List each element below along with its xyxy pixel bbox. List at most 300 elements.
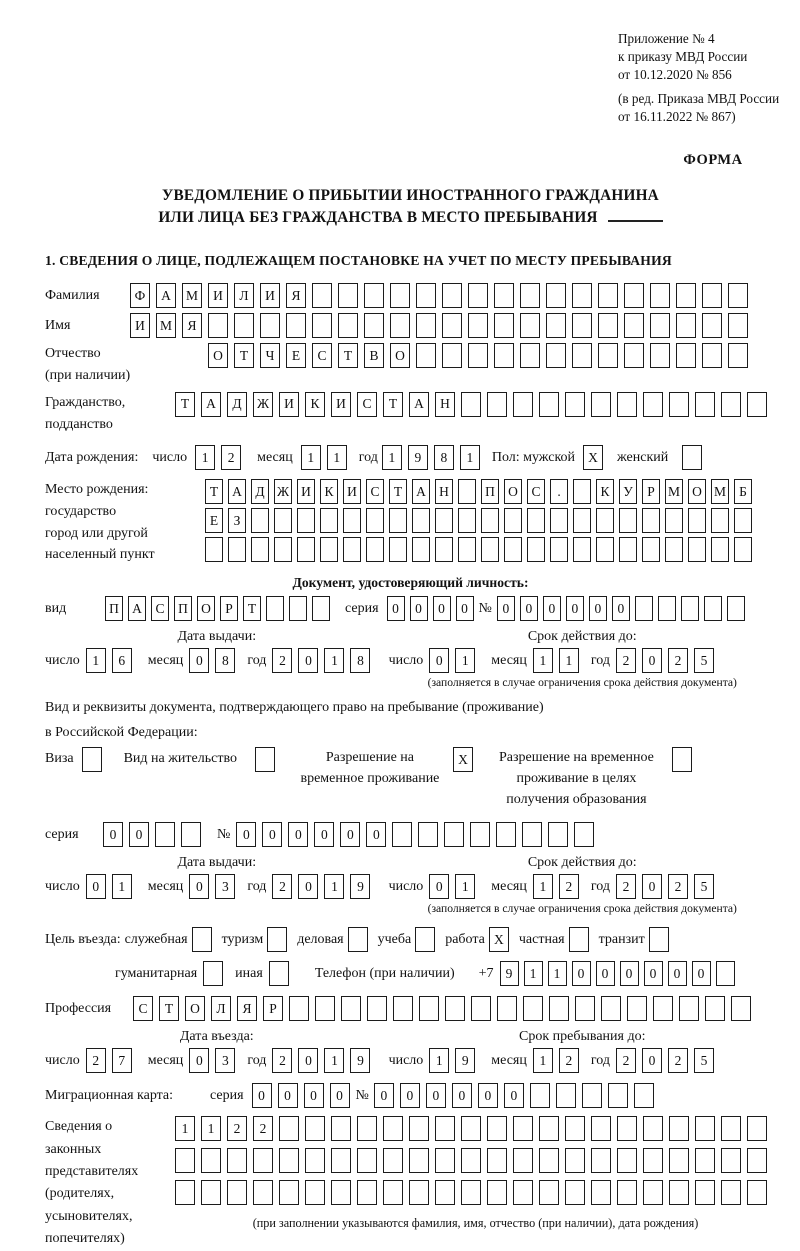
form-cell[interactable] bbox=[539, 1116, 559, 1141]
form-cell[interactable] bbox=[658, 596, 676, 621]
form-cell[interactable]: 2 bbox=[272, 1048, 292, 1073]
form-cell[interactable]: Д bbox=[251, 479, 269, 504]
form-cell[interactable]: 0 bbox=[314, 822, 334, 847]
form-cell[interactable] bbox=[728, 313, 748, 338]
form-cell[interactable] bbox=[669, 1180, 689, 1205]
form-cell[interactable] bbox=[520, 343, 540, 368]
form-cell[interactable] bbox=[598, 313, 618, 338]
form-cell[interactable]: 0 bbox=[572, 961, 591, 986]
form-cell[interactable] bbox=[461, 1180, 481, 1205]
form-cell[interactable] bbox=[734, 537, 752, 562]
form-cell[interactable] bbox=[458, 537, 476, 562]
form-cell[interactable]: О bbox=[197, 596, 215, 621]
form-cell[interactable] bbox=[155, 822, 175, 847]
form-cell[interactable] bbox=[721, 1148, 741, 1173]
form-cell[interactable] bbox=[442, 283, 462, 308]
form-cell[interactable]: В bbox=[364, 343, 384, 368]
form-cell[interactable] bbox=[305, 1180, 325, 1205]
form-cell[interactable] bbox=[289, 596, 307, 621]
form-cell[interactable]: С bbox=[133, 996, 153, 1021]
form-cell[interactable] bbox=[711, 508, 729, 533]
form-cell[interactable]: 1 bbox=[301, 445, 321, 470]
form-cell[interactable]: Я bbox=[182, 313, 202, 338]
form-cell[interactable] bbox=[435, 537, 453, 562]
form-cell[interactable] bbox=[665, 537, 683, 562]
form-cell[interactable] bbox=[572, 283, 592, 308]
form-cell[interactable]: А bbox=[156, 283, 176, 308]
form-cell[interactable] bbox=[253, 1180, 273, 1205]
form-cell[interactable] bbox=[279, 1148, 299, 1173]
form-cell[interactable]: 2 bbox=[221, 445, 241, 470]
form-cell[interactable] bbox=[565, 392, 585, 417]
form-cell[interactable] bbox=[591, 1148, 611, 1173]
form-cell[interactable]: Т bbox=[243, 596, 261, 621]
form-cell[interactable] bbox=[520, 283, 540, 308]
form-cell[interactable] bbox=[393, 996, 413, 1021]
form-cell[interactable]: О bbox=[185, 996, 205, 1021]
form-cell[interactable] bbox=[565, 1148, 585, 1173]
form-cell[interactable]: 0 bbox=[620, 961, 639, 986]
form-cell[interactable]: 0 bbox=[304, 1083, 324, 1108]
form-cell[interactable]: 1 bbox=[327, 445, 347, 470]
form-cell[interactable] bbox=[320, 508, 338, 533]
form-cell[interactable]: 8 bbox=[350, 648, 370, 673]
form-cell[interactable] bbox=[487, 1148, 507, 1173]
form-cell[interactable] bbox=[734, 508, 752, 533]
form-cell[interactable] bbox=[366, 508, 384, 533]
form-cell[interactable] bbox=[409, 1148, 429, 1173]
form-cell[interactable] bbox=[527, 508, 545, 533]
form-cell[interactable]: 0 bbox=[129, 822, 149, 847]
form-cell[interactable] bbox=[496, 822, 516, 847]
form-cell[interactable]: О bbox=[390, 343, 410, 368]
form-cell[interactable] bbox=[181, 822, 201, 847]
form-cell[interactable] bbox=[297, 508, 315, 533]
form-cell[interactable] bbox=[367, 996, 387, 1021]
form-cell[interactable] bbox=[669, 1148, 689, 1173]
form-cell[interactable]: О bbox=[208, 343, 228, 368]
form-cell[interactable] bbox=[643, 1180, 663, 1205]
form-cell[interactable] bbox=[624, 343, 644, 368]
form-cell[interactable] bbox=[312, 596, 330, 621]
form-cell[interactable] bbox=[591, 1116, 611, 1141]
form-cell[interactable] bbox=[688, 537, 706, 562]
form-cell[interactable]: А bbox=[409, 392, 429, 417]
form-cell[interactable] bbox=[627, 996, 647, 1021]
form-cell[interactable]: 0 bbox=[692, 961, 711, 986]
form-cell[interactable]: И bbox=[297, 479, 315, 504]
form-cell[interactable]: 0 bbox=[410, 596, 428, 621]
form-cell[interactable] bbox=[389, 537, 407, 562]
residence-permit-checkbox[interactable] bbox=[255, 747, 275, 772]
form-cell[interactable] bbox=[572, 313, 592, 338]
form-cell[interactable] bbox=[201, 1148, 221, 1173]
form-cell[interactable]: К bbox=[320, 479, 338, 504]
form-cell[interactable]: 1 bbox=[324, 874, 344, 899]
form-cell[interactable]: А bbox=[228, 479, 246, 504]
form-cell[interactable]: Н bbox=[435, 479, 453, 504]
form-cell[interactable] bbox=[341, 996, 361, 1021]
form-cell[interactable] bbox=[444, 822, 464, 847]
form-cell[interactable] bbox=[175, 1180, 195, 1205]
form-cell[interactable] bbox=[416, 313, 436, 338]
form-cell[interactable] bbox=[357, 1148, 377, 1173]
form-cell[interactable]: А bbox=[201, 392, 221, 417]
sex-male-checkbox[interactable]: X bbox=[583, 445, 603, 470]
form-cell[interactable] bbox=[366, 537, 384, 562]
form-cell[interactable] bbox=[279, 1180, 299, 1205]
form-cell[interactable] bbox=[721, 1116, 741, 1141]
form-cell[interactable] bbox=[688, 508, 706, 533]
form-cell[interactable] bbox=[389, 508, 407, 533]
form-cell[interactable]: Я bbox=[237, 996, 257, 1021]
form-cell[interactable] bbox=[596, 508, 614, 533]
form-cell[interactable] bbox=[574, 822, 594, 847]
form-cell[interactable]: 0 bbox=[478, 1083, 498, 1108]
form-cell[interactable]: 9 bbox=[500, 961, 519, 986]
form-cell[interactable]: 2 bbox=[668, 648, 688, 673]
form-cell[interactable] bbox=[260, 313, 280, 338]
form-cell[interactable]: Ф bbox=[130, 283, 150, 308]
form-cell[interactable] bbox=[458, 508, 476, 533]
form-cell[interactable] bbox=[679, 996, 699, 1021]
form-cell[interactable] bbox=[205, 537, 223, 562]
form-cell[interactable]: . bbox=[550, 479, 568, 504]
form-cell[interactable] bbox=[643, 1148, 663, 1173]
form-cell[interactable]: 0 bbox=[589, 596, 607, 621]
form-cell[interactable] bbox=[731, 996, 751, 1021]
form-cell[interactable]: М bbox=[711, 479, 729, 504]
form-cell[interactable]: 0 bbox=[642, 1048, 662, 1073]
form-cell[interactable]: 9 bbox=[408, 445, 428, 470]
form-cell[interactable] bbox=[721, 392, 741, 417]
form-cell[interactable]: 0 bbox=[612, 596, 630, 621]
form-cell[interactable]: Т bbox=[383, 392, 403, 417]
form-cell[interactable] bbox=[669, 1116, 689, 1141]
form-cell[interactable] bbox=[747, 1116, 767, 1141]
form-cell[interactable] bbox=[513, 1180, 533, 1205]
form-cell[interactable]: 0 bbox=[189, 648, 209, 673]
form-cell[interactable]: Р bbox=[220, 596, 238, 621]
form-cell[interactable]: 1 bbox=[460, 445, 480, 470]
form-cell[interactable] bbox=[513, 392, 533, 417]
form-cell[interactable]: К bbox=[596, 479, 614, 504]
form-cell[interactable]: 0 bbox=[456, 596, 474, 621]
form-cell[interactable]: У bbox=[619, 479, 637, 504]
form-cell[interactable]: С bbox=[151, 596, 169, 621]
form-cell[interactable] bbox=[549, 996, 569, 1021]
form-cell[interactable]: С bbox=[312, 343, 332, 368]
form-cell[interactable]: 2 bbox=[559, 1048, 579, 1073]
form-cell[interactable] bbox=[669, 392, 689, 417]
form-cell[interactable]: 1 bbox=[382, 445, 402, 470]
form-cell[interactable] bbox=[442, 313, 462, 338]
form-cell[interactable]: 6 bbox=[112, 648, 132, 673]
form-cell[interactable]: 0 bbox=[103, 822, 123, 847]
form-cell[interactable] bbox=[591, 392, 611, 417]
form-cell[interactable] bbox=[487, 1116, 507, 1141]
form-cell[interactable]: 0 bbox=[452, 1083, 472, 1108]
form-cell[interactable] bbox=[338, 283, 358, 308]
form-cell[interactable] bbox=[642, 508, 660, 533]
form-cell[interactable] bbox=[653, 996, 673, 1021]
form-cell[interactable] bbox=[681, 596, 699, 621]
form-cell[interactable] bbox=[357, 1180, 377, 1205]
form-cell[interactable]: 0 bbox=[504, 1083, 524, 1108]
form-cell[interactable] bbox=[617, 1148, 637, 1173]
form-cell[interactable]: И bbox=[130, 313, 150, 338]
form-cell[interactable]: Б bbox=[734, 479, 752, 504]
form-cell[interactable]: 0 bbox=[298, 648, 318, 673]
form-cell[interactable] bbox=[572, 343, 592, 368]
form-cell[interactable]: М bbox=[156, 313, 176, 338]
form-cell[interactable]: 0 bbox=[543, 596, 561, 621]
form-cell[interactable] bbox=[297, 537, 315, 562]
form-cell[interactable] bbox=[251, 508, 269, 533]
form-cell[interactable] bbox=[364, 313, 384, 338]
form-cell[interactable] bbox=[392, 822, 412, 847]
form-cell[interactable]: П bbox=[105, 596, 123, 621]
form-cell[interactable] bbox=[481, 537, 499, 562]
form-cell[interactable] bbox=[676, 313, 696, 338]
form-cell[interactable] bbox=[487, 1180, 507, 1205]
form-cell[interactable] bbox=[312, 283, 332, 308]
form-cell[interactable] bbox=[598, 283, 618, 308]
form-cell[interactable]: 5 bbox=[694, 1048, 714, 1073]
form-cell[interactable] bbox=[695, 1180, 715, 1205]
form-cell[interactable] bbox=[416, 343, 436, 368]
form-cell[interactable] bbox=[643, 392, 663, 417]
form-cell[interactable]: 0 bbox=[668, 961, 687, 986]
form-cell[interactable]: Т bbox=[338, 343, 358, 368]
form-cell[interactable] bbox=[390, 283, 410, 308]
form-cell[interactable]: С bbox=[357, 392, 377, 417]
form-cell[interactable]: 1 bbox=[324, 1048, 344, 1073]
form-cell[interactable] bbox=[608, 1083, 628, 1108]
form-cell[interactable]: 2 bbox=[668, 874, 688, 899]
form-cell[interactable] bbox=[705, 996, 725, 1021]
form-cell[interactable] bbox=[643, 1116, 663, 1141]
form-cell[interactable]: 0 bbox=[566, 596, 584, 621]
form-cell[interactable]: 0 bbox=[426, 1083, 446, 1108]
form-cell[interactable]: 1 bbox=[429, 1048, 449, 1073]
form-cell[interactable]: 1 bbox=[201, 1116, 221, 1141]
form-cell[interactable] bbox=[546, 283, 566, 308]
form-cell[interactable]: 3 bbox=[215, 874, 235, 899]
form-cell[interactable] bbox=[556, 1083, 576, 1108]
form-cell[interactable]: 1 bbox=[533, 1048, 553, 1073]
form-cell[interactable] bbox=[728, 283, 748, 308]
form-cell[interactable]: К bbox=[305, 392, 325, 417]
form-cell[interactable]: 8 bbox=[215, 648, 235, 673]
form-cell[interactable] bbox=[634, 1083, 654, 1108]
form-cell[interactable] bbox=[412, 508, 430, 533]
form-cell[interactable] bbox=[251, 537, 269, 562]
form-cell[interactable]: Т bbox=[234, 343, 254, 368]
form-cell[interactable] bbox=[527, 537, 545, 562]
form-cell[interactable] bbox=[565, 1116, 585, 1141]
form-cell[interactable]: И bbox=[343, 479, 361, 504]
form-cell[interactable]: И bbox=[208, 283, 228, 308]
form-cell[interactable] bbox=[418, 822, 438, 847]
form-cell[interactable] bbox=[624, 283, 644, 308]
form-cell[interactable]: 9 bbox=[350, 874, 370, 899]
form-cell[interactable] bbox=[416, 283, 436, 308]
form-cell[interactable]: 1 bbox=[455, 874, 475, 899]
form-cell[interactable]: 0 bbox=[252, 1083, 272, 1108]
form-cell[interactable] bbox=[435, 1148, 455, 1173]
form-cell[interactable]: Я bbox=[286, 283, 306, 308]
form-cell[interactable] bbox=[175, 1148, 195, 1173]
form-cell[interactable] bbox=[274, 508, 292, 533]
form-cell[interactable] bbox=[461, 1116, 481, 1141]
form-cell[interactable]: 5 bbox=[694, 874, 714, 899]
purpose-study-checkbox[interactable] bbox=[415, 927, 435, 952]
form-cell[interactable] bbox=[591, 1180, 611, 1205]
form-cell[interactable]: 8 bbox=[434, 445, 454, 470]
form-cell[interactable] bbox=[539, 1180, 559, 1205]
purpose-work-checkbox[interactable]: X bbox=[489, 927, 509, 952]
form-cell[interactable] bbox=[642, 537, 660, 562]
form-cell[interactable] bbox=[747, 392, 767, 417]
form-cell[interactable]: 0 bbox=[642, 648, 662, 673]
form-cell[interactable]: М bbox=[665, 479, 683, 504]
form-cell[interactable]: 2 bbox=[616, 874, 636, 899]
form-cell[interactable]: 1 bbox=[112, 874, 132, 899]
form-cell[interactable] bbox=[468, 283, 488, 308]
form-cell[interactable]: 0 bbox=[86, 874, 106, 899]
form-cell[interactable]: Ч bbox=[260, 343, 280, 368]
form-cell[interactable]: 2 bbox=[227, 1116, 247, 1141]
form-cell[interactable] bbox=[624, 313, 644, 338]
form-cell[interactable]: И bbox=[260, 283, 280, 308]
form-cell[interactable]: 1 bbox=[324, 648, 344, 673]
form-cell[interactable] bbox=[320, 537, 338, 562]
form-cell[interactable]: 0 bbox=[330, 1083, 350, 1108]
form-cell[interactable] bbox=[548, 822, 568, 847]
form-cell[interactable]: И bbox=[279, 392, 299, 417]
sex-female-checkbox[interactable] bbox=[682, 445, 702, 470]
form-cell[interactable]: 0 bbox=[400, 1083, 420, 1108]
form-cell[interactable] bbox=[228, 537, 246, 562]
form-cell[interactable]: Р bbox=[642, 479, 660, 504]
form-cell[interactable] bbox=[530, 1083, 550, 1108]
form-cell[interactable] bbox=[305, 1148, 325, 1173]
form-cell[interactable]: Е bbox=[205, 508, 223, 533]
form-cell[interactable]: П bbox=[481, 479, 499, 504]
form-cell[interactable]: Т bbox=[205, 479, 223, 504]
form-cell[interactable]: Л bbox=[234, 283, 254, 308]
form-cell[interactable]: 0 bbox=[433, 596, 451, 621]
form-cell[interactable] bbox=[504, 508, 522, 533]
form-cell[interactable] bbox=[390, 313, 410, 338]
form-cell[interactable]: 9 bbox=[455, 1048, 475, 1073]
form-cell[interactable]: 0 bbox=[387, 596, 405, 621]
form-cell[interactable] bbox=[716, 961, 735, 986]
form-cell[interactable] bbox=[471, 996, 491, 1021]
form-cell[interactable]: 2 bbox=[253, 1116, 273, 1141]
form-cell[interactable] bbox=[338, 313, 358, 338]
form-cell[interactable] bbox=[468, 313, 488, 338]
form-cell[interactable] bbox=[546, 313, 566, 338]
form-cell[interactable] bbox=[201, 1180, 221, 1205]
form-cell[interactable]: 1 bbox=[195, 445, 215, 470]
form-cell[interactable] bbox=[315, 996, 335, 1021]
form-cell[interactable]: 0 bbox=[298, 1048, 318, 1073]
form-cell[interactable] bbox=[458, 479, 476, 504]
form-cell[interactable]: Д bbox=[227, 392, 247, 417]
form-cell[interactable] bbox=[234, 313, 254, 338]
form-cell[interactable] bbox=[702, 343, 722, 368]
form-cell[interactable]: 2 bbox=[616, 648, 636, 673]
form-cell[interactable] bbox=[650, 283, 670, 308]
form-cell[interactable] bbox=[305, 1116, 325, 1141]
form-cell[interactable] bbox=[266, 596, 284, 621]
form-cell[interactable]: 3 bbox=[215, 1048, 235, 1073]
form-cell[interactable]: 2 bbox=[272, 648, 292, 673]
form-cell[interactable] bbox=[695, 1148, 715, 1173]
purpose-transit-checkbox[interactable] bbox=[649, 927, 669, 952]
form-cell[interactable] bbox=[435, 508, 453, 533]
form-cell[interactable]: 2 bbox=[668, 1048, 688, 1073]
form-cell[interactable]: О bbox=[504, 479, 522, 504]
form-cell[interactable] bbox=[383, 1116, 403, 1141]
form-cell[interactable]: Ж bbox=[274, 479, 292, 504]
form-cell[interactable]: 0 bbox=[520, 596, 538, 621]
form-cell[interactable] bbox=[412, 537, 430, 562]
form-cell[interactable] bbox=[523, 996, 543, 1021]
form-cell[interactable] bbox=[343, 508, 361, 533]
form-cell[interactable] bbox=[468, 343, 488, 368]
form-cell[interactable] bbox=[635, 596, 653, 621]
form-cell[interactable] bbox=[702, 283, 722, 308]
form-cell[interactable] bbox=[598, 343, 618, 368]
form-cell[interactable] bbox=[435, 1180, 455, 1205]
form-cell[interactable]: 1 bbox=[524, 961, 543, 986]
form-cell[interactable]: Н bbox=[435, 392, 455, 417]
form-cell[interactable] bbox=[617, 1180, 637, 1205]
form-cell[interactable] bbox=[494, 313, 514, 338]
form-cell[interactable] bbox=[727, 596, 745, 621]
form-cell[interactable] bbox=[435, 1116, 455, 1141]
form-cell[interactable]: 0 bbox=[642, 874, 662, 899]
form-cell[interactable] bbox=[494, 283, 514, 308]
form-cell[interactable] bbox=[747, 1180, 767, 1205]
form-cell[interactable] bbox=[487, 392, 507, 417]
form-cell[interactable]: Е bbox=[286, 343, 306, 368]
form-cell[interactable] bbox=[279, 1116, 299, 1141]
form-cell[interactable]: 0 bbox=[236, 822, 256, 847]
form-cell[interactable] bbox=[550, 537, 568, 562]
form-cell[interactable] bbox=[601, 996, 621, 1021]
form-cell[interactable]: 7 bbox=[112, 1048, 132, 1073]
form-cell[interactable]: 0 bbox=[374, 1083, 394, 1108]
form-cell[interactable]: Т bbox=[389, 479, 407, 504]
temp-residence-edu-checkbox[interactable] bbox=[672, 747, 692, 772]
form-cell[interactable] bbox=[227, 1148, 247, 1173]
form-cell[interactable] bbox=[312, 313, 332, 338]
form-cell[interactable]: П bbox=[174, 596, 192, 621]
form-cell[interactable] bbox=[442, 343, 462, 368]
form-cell[interactable]: 1 bbox=[86, 648, 106, 673]
form-cell[interactable] bbox=[665, 508, 683, 533]
form-cell[interactable]: З bbox=[228, 508, 246, 533]
form-cell[interactable] bbox=[650, 343, 670, 368]
form-cell[interactable]: 0 bbox=[298, 874, 318, 899]
purpose-humanitarian-checkbox[interactable] bbox=[203, 961, 223, 986]
form-cell[interactable] bbox=[331, 1180, 351, 1205]
form-cell[interactable] bbox=[711, 537, 729, 562]
